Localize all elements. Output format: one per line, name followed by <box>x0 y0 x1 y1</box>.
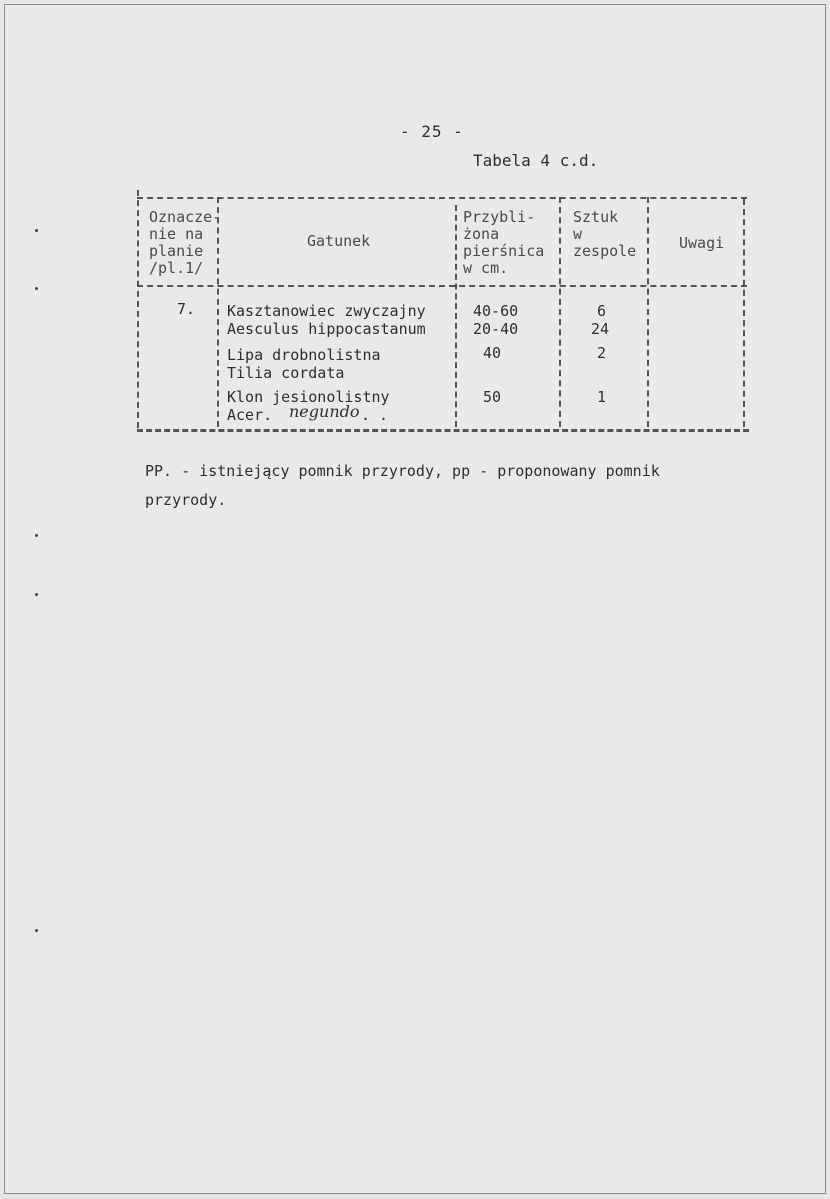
species-lat-prefix: Acer. <box>227 406 273 424</box>
row-number: 7. <box>177 300 196 318</box>
species-lat: Aesculus hippocastanum <box>227 320 426 338</box>
count-value: 2 <box>597 344 607 362</box>
header-count: Sztuk w zespole <box>573 208 637 260</box>
header-species: Gatunek <box>307 232 371 250</box>
species-lat-handwritten: negundo <box>289 402 360 421</box>
scan-dot <box>35 534 38 537</box>
table-right-border <box>743 199 745 427</box>
header-separator <box>137 285 747 287</box>
diameter-value: 50 <box>483 388 502 406</box>
table-left-border <box>137 190 139 428</box>
scan-dot <box>35 929 38 932</box>
footnote: PP. - istniejący pomnik przyrody, pp - proponowany pomnik przyrody. <box>145 462 660 509</box>
species-pl: Kasztanowiec zwyczajny <box>227 302 426 320</box>
scan-dot <box>35 287 38 290</box>
table-bottom-border <box>137 429 749 432</box>
header-designation: Oznacze- nie na planie /pl.1/ <box>149 208 222 277</box>
diameter-value: 40-60 <box>473 302 519 320</box>
count-value: 1 <box>597 388 607 406</box>
header-remarks: Uwagi <box>679 234 725 252</box>
col-divider-2 <box>455 205 457 427</box>
scan-dot <box>35 593 38 596</box>
page-number: - 25 - <box>400 122 464 141</box>
col-divider-3 <box>559 197 561 427</box>
count-value: 24 <box>591 320 610 338</box>
scan-dot <box>35 229 38 232</box>
species-table <box>133 185 753 435</box>
col-divider-4 <box>647 197 649 427</box>
species-pl: Klon jesionolistny <box>227 388 390 406</box>
count-value: 6 <box>597 302 607 320</box>
species-lat-suffix: . . <box>361 406 389 424</box>
table-caption: Tabela 4 c.d. <box>473 151 599 170</box>
document-page <box>4 4 826 1194</box>
header-diameter: Przybli- żona pierśnica w cm. <box>463 208 545 277</box>
species-lat: Tilia cordata <box>227 364 345 382</box>
diameter-value: 20-40 <box>473 320 519 338</box>
table-top-border <box>137 197 747 199</box>
species-pl: Lipa drobnolistna <box>227 346 381 364</box>
diameter-value: 40 <box>483 344 502 362</box>
